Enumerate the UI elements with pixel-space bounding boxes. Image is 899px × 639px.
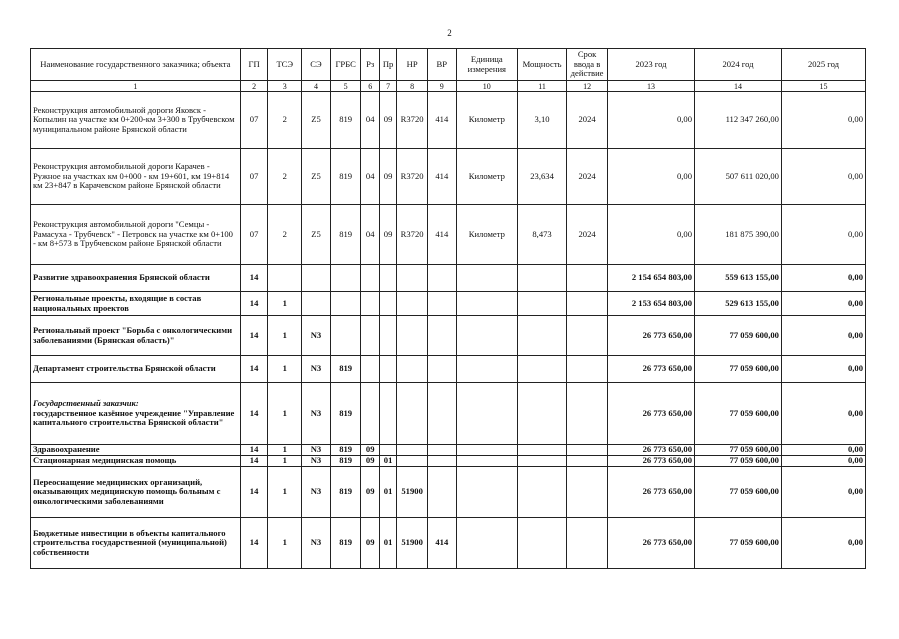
object-name: Реконструкция автомобильной дороги Яковск - Копылин на участке км 0+200-км 3+300 в Трубчевском муниципальном районе Брянской области bbox=[31, 92, 241, 149]
cell-vr bbox=[427, 445, 456, 456]
header-tse: ТСЭ bbox=[268, 49, 302, 81]
cell-tse: 2 bbox=[268, 92, 302, 149]
col-number: 10 bbox=[456, 81, 517, 92]
cell-2023: 2 153 654 803,00 bbox=[608, 292, 695, 316]
cell-nr bbox=[397, 383, 428, 445]
cell-unit: Километр bbox=[456, 205, 517, 265]
header-rz: Рз bbox=[361, 49, 379, 81]
cell-grbs: 819 bbox=[330, 205, 361, 265]
cell-unit bbox=[456, 356, 517, 383]
cell-capacity bbox=[518, 456, 567, 467]
cell-capacity bbox=[518, 316, 567, 356]
cell-nr: 51900 bbox=[397, 467, 428, 518]
cell-se: Z5 bbox=[302, 205, 331, 265]
header-grbs: ГРБС bbox=[330, 49, 361, 81]
cell-term: 2024 bbox=[567, 149, 608, 205]
cell-gp: 14 bbox=[240, 518, 268, 569]
cell-gp: 14 bbox=[240, 292, 268, 316]
cell-se: N3 bbox=[302, 518, 331, 569]
cell-grbs bbox=[330, 316, 361, 356]
col-number: 14 bbox=[695, 81, 782, 92]
budget-table bbox=[30, 48, 866, 569]
cell-gp: 14 bbox=[240, 265, 268, 292]
cell-grbs: 819 bbox=[330, 356, 361, 383]
cell-tse: 1 bbox=[268, 445, 302, 456]
object-name bbox=[31, 383, 241, 445]
cell-pr bbox=[379, 445, 396, 456]
cell-unit: Километр bbox=[456, 92, 517, 149]
cell-term bbox=[567, 456, 608, 467]
cell-se bbox=[302, 292, 331, 316]
cell-unit bbox=[456, 383, 517, 445]
cell-2024: 77 059 600,00 bbox=[695, 467, 782, 518]
col-number: 15 bbox=[781, 81, 865, 92]
cell-2024: 507 611 020,00 bbox=[695, 149, 782, 205]
cell-2023: 26 773 650,00 bbox=[608, 356, 695, 383]
object-name: Развитие здравоохранения Брянской области bbox=[31, 265, 241, 292]
cell-se: N3 bbox=[302, 467, 331, 518]
customer-label: Государственный заказчик: bbox=[33, 398, 139, 409]
cell-tse: 1 bbox=[268, 467, 302, 518]
header-2024: 2024 год bbox=[695, 49, 782, 81]
cell-unit: Километр bbox=[456, 149, 517, 205]
header-unit: Единица измерения bbox=[456, 49, 517, 81]
cell-nr bbox=[397, 292, 428, 316]
col-number: 8 bbox=[397, 81, 428, 92]
cell-pr: 01 bbox=[379, 467, 396, 518]
cell-vr: 414 bbox=[427, 149, 456, 205]
cell-nr: R3720 bbox=[397, 149, 428, 205]
object-name: Бюджетные инвестиции в объекты капитального строительства государственной (муниципальной) собственности bbox=[31, 518, 241, 569]
cell-vr bbox=[427, 356, 456, 383]
cell-2023: 26 773 650,00 bbox=[608, 456, 695, 467]
cell-2024: 559 613 155,00 bbox=[695, 265, 782, 292]
cell-2023: 26 773 650,00 bbox=[608, 445, 695, 456]
cell-grbs: 819 bbox=[330, 383, 361, 445]
cell-2025: 0,00 bbox=[781, 456, 865, 467]
cell-grbs: 819 bbox=[330, 518, 361, 569]
cell-vr bbox=[427, 316, 456, 356]
cell-se: N3 bbox=[302, 445, 331, 456]
cell-2025: 0,00 bbox=[781, 205, 865, 265]
cell-2023: 26 773 650,00 bbox=[608, 467, 695, 518]
table-row bbox=[31, 205, 866, 265]
col-number: 4 bbox=[302, 81, 331, 92]
cell-unit bbox=[456, 316, 517, 356]
cell-2024: 77 059 600,00 bbox=[695, 383, 782, 445]
cell-tse: 2 bbox=[268, 149, 302, 205]
cell-2025: 0,00 bbox=[781, 316, 865, 356]
cell-pr bbox=[379, 265, 396, 292]
cell-2024: 77 059 600,00 bbox=[695, 456, 782, 467]
cell-pr bbox=[379, 383, 396, 445]
header-nr: НР bbox=[397, 49, 428, 81]
cell-pr bbox=[379, 356, 396, 383]
cell-tse: 1 bbox=[268, 518, 302, 569]
cell-2024: 529 613 155,00 bbox=[695, 292, 782, 316]
header-se: СЭ bbox=[302, 49, 331, 81]
cell-2025: 0,00 bbox=[781, 149, 865, 205]
cell-term bbox=[567, 518, 608, 569]
header-gp: ГП bbox=[240, 49, 268, 81]
cell-2023: 26 773 650,00 bbox=[608, 383, 695, 445]
cell-pr bbox=[379, 292, 396, 316]
cell-term bbox=[567, 467, 608, 518]
cell-2024: 77 059 600,00 bbox=[695, 518, 782, 569]
cell-2025: 0,00 bbox=[781, 383, 865, 445]
cell-vr bbox=[427, 383, 456, 445]
col-number: 12 bbox=[567, 81, 608, 92]
table-row bbox=[31, 467, 866, 518]
cell-nr bbox=[397, 265, 428, 292]
cell-se: N3 bbox=[302, 356, 331, 383]
col-number: 5 bbox=[330, 81, 361, 92]
cell-tse bbox=[268, 265, 302, 292]
cell-pr: 01 bbox=[379, 456, 396, 467]
cell-rz: 04 bbox=[361, 205, 379, 265]
cell-2025: 0,00 bbox=[781, 292, 865, 316]
column-number-row bbox=[31, 81, 866, 92]
col-number: 11 bbox=[518, 81, 567, 92]
cell-vr bbox=[427, 292, 456, 316]
cell-capacity: 8,473 bbox=[518, 205, 567, 265]
table-row bbox=[31, 149, 866, 205]
page-number: 2 bbox=[447, 28, 452, 38]
header-capacity: Мощность bbox=[518, 49, 567, 81]
cell-rz: 04 bbox=[361, 149, 379, 205]
table-row bbox=[31, 356, 866, 383]
object-name: Переоснащение медицинских организаций, оказывающих медицинскую помощь больным с онкологическими заболеваниями bbox=[31, 467, 241, 518]
cell-vr bbox=[427, 456, 456, 467]
cell-2025: 0,00 bbox=[781, 356, 865, 383]
cell-2023: 0,00 bbox=[608, 92, 695, 149]
cell-nr bbox=[397, 445, 428, 456]
cell-rz: 09 bbox=[361, 518, 379, 569]
cell-rz: 04 bbox=[361, 92, 379, 149]
cell-capacity: 3,10 bbox=[518, 92, 567, 149]
cell-rz bbox=[361, 265, 379, 292]
cell-term bbox=[567, 383, 608, 445]
cell-se bbox=[302, 265, 331, 292]
cell-unit bbox=[456, 467, 517, 518]
cell-2023: 26 773 650,00 bbox=[608, 316, 695, 356]
cell-term: 2024 bbox=[567, 205, 608, 265]
cell-rz bbox=[361, 383, 379, 445]
cell-gp: 14 bbox=[240, 316, 268, 356]
cell-vr: 414 bbox=[427, 518, 456, 569]
object-name: Здравоохранение bbox=[31, 445, 241, 456]
cell-grbs bbox=[330, 292, 361, 316]
cell-rz bbox=[361, 356, 379, 383]
cell-term bbox=[567, 356, 608, 383]
cell-2024: 112 347 260,00 bbox=[695, 92, 782, 149]
cell-2023: 2 154 654 803,00 bbox=[608, 265, 695, 292]
cell-term bbox=[567, 265, 608, 292]
header-2025: 2025 год bbox=[781, 49, 865, 81]
table-row bbox=[31, 292, 866, 316]
cell-tse: 1 bbox=[268, 456, 302, 467]
cell-pr bbox=[379, 316, 396, 356]
table-row bbox=[31, 92, 866, 149]
cell-gp: 14 bbox=[240, 445, 268, 456]
cell-grbs: 819 bbox=[330, 149, 361, 205]
cell-gp: 14 bbox=[240, 467, 268, 518]
table-row bbox=[31, 316, 866, 356]
cell-se: Z5 bbox=[302, 149, 331, 205]
cell-2025: 0,00 bbox=[781, 445, 865, 456]
cell-tse: 1 bbox=[268, 292, 302, 316]
cell-capacity bbox=[518, 445, 567, 456]
cell-2024: 77 059 600,00 bbox=[695, 316, 782, 356]
cell-unit bbox=[456, 265, 517, 292]
cell-term bbox=[567, 316, 608, 356]
cell-capacity: 23,634 bbox=[518, 149, 567, 205]
col-number: 6 bbox=[361, 81, 379, 92]
cell-vr bbox=[427, 467, 456, 518]
object-name: Стационарная медицинская помощь bbox=[31, 456, 241, 467]
cell-tse: 1 bbox=[268, 316, 302, 356]
cell-se: N3 bbox=[302, 456, 331, 467]
cell-capacity bbox=[518, 292, 567, 316]
cell-2023: 0,00 bbox=[608, 149, 695, 205]
cell-gp: 07 bbox=[240, 149, 268, 205]
col-number: 2 bbox=[240, 81, 268, 92]
cell-grbs: 819 bbox=[330, 456, 361, 467]
customer-name: государственное казённое учреждение "Управление капитального строительства Брянской области" bbox=[33, 407, 235, 428]
cell-grbs: 819 bbox=[330, 467, 361, 518]
cell-gp: 07 bbox=[240, 92, 268, 149]
cell-capacity bbox=[518, 518, 567, 569]
cell-rz bbox=[361, 316, 379, 356]
header-term: Срок ввода в действие bbox=[567, 49, 608, 81]
cell-rz: 09 bbox=[361, 456, 379, 467]
cell-unit bbox=[456, 292, 517, 316]
header-name: Наименование государственного заказчика; объекта bbox=[31, 49, 241, 81]
table-row bbox=[31, 445, 866, 456]
cell-capacity bbox=[518, 356, 567, 383]
cell-se: N3 bbox=[302, 316, 331, 356]
cell-pr: 09 bbox=[379, 149, 396, 205]
cell-gp: 14 bbox=[240, 356, 268, 383]
cell-2024: 77 059 600,00 bbox=[695, 445, 782, 456]
cell-nr: 51900 bbox=[397, 518, 428, 569]
cell-tse: 1 bbox=[268, 356, 302, 383]
cell-2023: 26 773 650,00 bbox=[608, 518, 695, 569]
cell-2023: 0,00 bbox=[608, 205, 695, 265]
table-row bbox=[31, 265, 866, 292]
cell-rz bbox=[361, 292, 379, 316]
cell-tse: 1 bbox=[268, 383, 302, 445]
cell-grbs: 819 bbox=[330, 92, 361, 149]
table-row bbox=[31, 518, 866, 569]
cell-rz: 09 bbox=[361, 445, 379, 456]
cell-pr: 01 bbox=[379, 518, 396, 569]
cell-nr: R3720 bbox=[397, 92, 428, 149]
cell-2024: 77 059 600,00 bbox=[695, 356, 782, 383]
header-2023: 2023 год bbox=[608, 49, 695, 81]
cell-vr: 414 bbox=[427, 92, 456, 149]
table-row bbox=[31, 383, 866, 445]
cell-rz: 09 bbox=[361, 467, 379, 518]
cell-pr: 09 bbox=[379, 92, 396, 149]
cell-term bbox=[567, 292, 608, 316]
cell-2025: 0,00 bbox=[781, 265, 865, 292]
object-name: Реконструкция автомобильной дороги Карачев - Ружное на участках км 0+000 - км 19+601, км 19+814 км 23+847 в Карачевском районе Брянской области bbox=[31, 149, 241, 205]
cell-tse: 2 bbox=[268, 205, 302, 265]
object-name: Реконструкция автомобильной дороги "Семцы - Рамасуха - Трубчевск" - Петровск на участке км 0+100 - км 8+573 в Трубчевском районе Брянской области bbox=[31, 205, 241, 265]
col-number: 3 bbox=[268, 81, 302, 92]
header-pr: Пр bbox=[379, 49, 396, 81]
cell-capacity bbox=[518, 265, 567, 292]
col-number: 7 bbox=[379, 81, 396, 92]
header-row bbox=[31, 49, 866, 81]
object-name: Департамент строительства Брянской области bbox=[31, 356, 241, 383]
col-number: 13 bbox=[608, 81, 695, 92]
cell-unit bbox=[456, 456, 517, 467]
cell-grbs: 819 bbox=[330, 445, 361, 456]
cell-se: Z5 bbox=[302, 92, 331, 149]
cell-gp: 14 bbox=[240, 456, 268, 467]
cell-gp: 14 bbox=[240, 383, 268, 445]
cell-2025: 0,00 bbox=[781, 518, 865, 569]
cell-capacity bbox=[518, 383, 567, 445]
cell-term: 2024 bbox=[567, 92, 608, 149]
cell-vr: 414 bbox=[427, 205, 456, 265]
object-name: Региональные проекты, входящие в состав национальных проектов bbox=[31, 292, 241, 316]
cell-term bbox=[567, 445, 608, 456]
cell-nr bbox=[397, 456, 428, 467]
cell-capacity bbox=[518, 467, 567, 518]
cell-nr bbox=[397, 356, 428, 383]
cell-2025: 0,00 bbox=[781, 92, 865, 149]
cell-nr: R3720 bbox=[397, 205, 428, 265]
cell-unit bbox=[456, 518, 517, 569]
cell-gp: 07 bbox=[240, 205, 268, 265]
cell-2024: 181 875 390,00 bbox=[695, 205, 782, 265]
cell-se: N3 bbox=[302, 383, 331, 445]
object-name: Региональный проект "Борьба с онкологическими заболеваниями (Брянская область)" bbox=[31, 316, 241, 356]
cell-pr: 09 bbox=[379, 205, 396, 265]
cell-vr bbox=[427, 265, 456, 292]
col-number: 9 bbox=[427, 81, 456, 92]
col-number: 1 bbox=[31, 81, 241, 92]
cell-nr bbox=[397, 316, 428, 356]
cell-unit bbox=[456, 445, 517, 456]
cell-grbs bbox=[330, 265, 361, 292]
header-vr: ВР bbox=[427, 49, 456, 81]
cell-2025: 0,00 bbox=[781, 467, 865, 518]
table-row bbox=[31, 456, 866, 467]
